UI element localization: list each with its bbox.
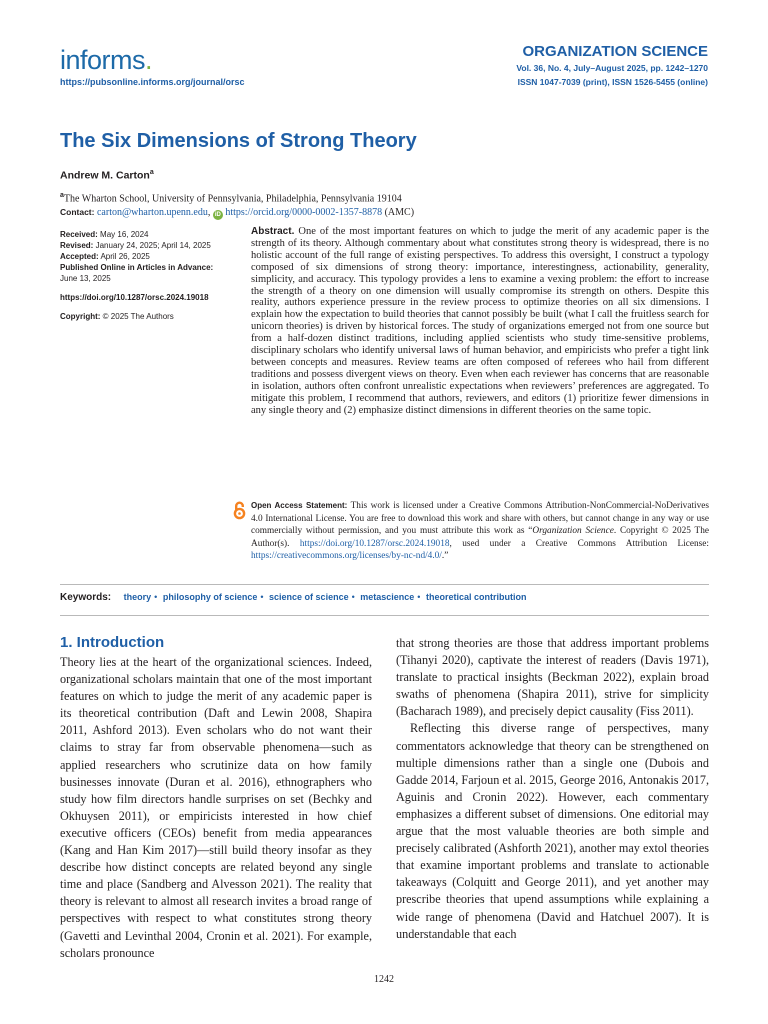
abstract-label: Abstract. <box>251 226 295 237</box>
keyword-link[interactable]: theoretical contribution <box>425 592 527 602</box>
article-doi[interactable]: https://doi.org/10.1287/orsc.2024.19018 <box>60 293 209 302</box>
keywords-bottom-rule <box>60 615 709 616</box>
oa-doi-link[interactable]: https://doi.org/10.1287/orsc.2024.19018 <box>299 538 450 549</box>
body-column-left <box>60 654 372 962</box>
keywords: Keywords: theory • philosophy of science • science of science • metascience • theoretical contribution <box>60 592 527 603</box>
body-column-right <box>396 635 709 943</box>
received-date: May 16, 2024 <box>100 230 149 239</box>
page-number: 1242 <box>374 974 394 985</box>
license-link[interactable]: https://creativecommons.org/licenses/by-nc-nd/4.0/ <box>251 551 442 561</box>
keyword-link[interactable]: theory <box>123 592 152 602</box>
keywords-label: Keywords: <box>60 592 112 603</box>
section-heading: 1. Introduction <box>60 634 165 651</box>
journal-url-link[interactable]: https://pubsonline.informs.org/journal/orsc <box>60 77 245 87</box>
open-access-icon <box>233 501 246 520</box>
accepted-date: April 26, 2025 <box>100 252 150 261</box>
affiliation-superscript: a <box>60 192 64 199</box>
abstract-text: One of the most important features on which to judge the merit of any academic paper is the strength of its theory. Although commentary about what constitutes strong theory is widespread, there is no holistic account of the full range of existing perspectives. To address this oversight, I construct a typology composed of six dimensions of strong theory: importance, interestingness, actionability, generality, simplicity, and accuracy. This typology provides a lens to examine a vexing problem: the effort to increase the strength of a theory on one dimension will usually compromise its strength on others. Despite this reality, authors experience pressure in the review process to optimize theories on all six dimensions. I explain how the expectation to build theories that cannot possibly be built (what I call the fruitless search for unicorn theories) is driven by historical forces. The study of organizations emerged not from one source but from a half-dozen distinct traditions, including applied scientists who study time-sensitive problems, disciplinary scholars who identify universal laws of human behavior, and empiricists who prefer a tight link between concepts and measures. Review teams are often composed of referees who hail from different traditions and possess divergent views on theory. Even when each reviewer has concerns that are reasonable in isolation, authors often confront unrealistic expectations when reviewers’ preferences are aggregated. To mitigate this problem, I recommend that authors, reviewers, and editors (1) prioritize fewer dimensions in any single theory and (2) emphasize distinct dimensions in different theories on the same topic. <box>251 226 709 416</box>
informs-logo: informs. <box>60 45 153 75</box>
paragraph: Reflecting this diverse range of perspectives, many commentators acknowledge that theory can be strengthened on multiple dimensions rather than a single one (Dubois and Gadde 2014, Farjoun et al. 2015, George 2016, Antonakis 2017, Aguinis and Cronin 2022). However, each commentary emphasizes a different subset of dimensions. One editorial may argue that the most valuable theories are both simple and precisely calibrated (Ashforth 2021), another may extol theories that examine important problems and translate to actionable takeaways (Colquitt and George 2011), and yet another may prescribe theories that upend assumptions while explaining a wide range of phenomena (David and Hatchuel 2007). It is understandable that each <box>396 721 709 941</box>
author-email-link[interactable]: carton@wharton.upenn.edu <box>96 207 208 218</box>
orcid-initials: (AMC) <box>384 207 415 218</box>
article-title: The Six Dimensions of Strong Theory <box>60 130 417 152</box>
copyright-note: Copyright: © 2025 The Authors <box>60 312 174 321</box>
keyword-link[interactable]: metascience <box>360 592 415 602</box>
contact-label: Contact: <box>60 207 95 217</box>
keyword-link[interactable]: philosophy of science <box>162 592 258 602</box>
published-date: June 13, 2025 <box>60 274 111 283</box>
article-history: Received: May 16, 2024 Revised: January 24, 2025; April 14, 2025 Accepted: April 26, 2025 Published Online in Articles in Advance: June 13, 2025 https://doi.org/10.1287/orsc.2024.19018 Copyright: © 2025 The Authors <box>60 229 230 322</box>
paragraph: Theory lies at the heart of the organizational sciences. Indeed, organizational scholars maintain that one of the most important features on which to judge the merit of any academic paper is its theoretical contribution (Daft and Lewin 2008, Shapira 2011, Ashford 2013). Even scholars who do not want their claims to stray far from observable phenomena—such as applied researchers who scrutinize data on how family businesses innovate (Duran et al. 2016), ethnographers who study how film directors handle surprises on set (Bechky and Okhuysen 2011), or empiricists interested in how chief executive officers (CEOs) benefit from media appearances (Kang and Han Kim 2017)—still build theory insofar as they describe how distinct concepts are related beyond any single time and place (Sandberg and Alvesson 2021). The reality that theory is relevant to almost all research invites a broad range of perspectives with respect to what constitutes strong theory (Gavetti and Levinthal 2004, Cronin et al. 2021). For example, scholars pronounce <box>60 655 372 960</box>
abstract <box>251 226 709 417</box>
keywords-top-rule <box>60 584 709 585</box>
open-access-statement: Open Access Statement: This work is licensed under a Creative Commons Attribution-NonCommercial-NoDerivatives 4.0 International License. You are free to download this work and share with others, but cannot change in any way or use commercially without permission, and you must attribute this work as “Organization Science. Copyright © 2025 The Author(s). https://doi.org/10.1287/orsc.2024.19018, used under a Creative Commons Attribution License: https://creativecommons.org/licenses/by-nc-nd/4.0/.” <box>233 500 709 563</box>
keyword-link[interactable]: science of science <box>269 592 349 602</box>
revised-dates: January 24, 2025; April 14, 2025 <box>95 241 211 250</box>
orcid-link[interactable]: https://orcid.org/0000-0002-1357-8878 <box>225 207 383 218</box>
paragraph: that strong theories are those that address important problems (Tihanyi 2020), captivate the interest of readers (Davis 1971), translate to practical insights (Beckman 2022), explain broad swaths of phenomena (Shapira 2011), strive for simplicity (Bacharach 1989), and precisely depict causality (Fiss 2011). <box>396 636 709 719</box>
affiliation: $^a$The Wharton School, University of Pennsylvania, Philadelphia, Pennsylvania 19104 <box>60 192 402 205</box>
contact-line: Contact: carton@wharton.upenn.edu, iD https://orcid.org/0000-0002-1357-8878 (AMC) <box>60 207 415 218</box>
author-superscript: a <box>149 169 154 176</box>
author-name: Andrew M. Carton$^a$ <box>60 169 154 182</box>
journal-issn: ISSN 1047-7039 (print), ISSN 1526-5455 (online) <box>517 77 708 87</box>
journal-volume: Vol. 36, No. 4, July–August 2025, pp. 1242–1270 <box>516 63 708 73</box>
orcid-icon: iD <box>214 212 221 218</box>
journal-name: ORGANIZATION SCIENCE <box>522 43 708 60</box>
